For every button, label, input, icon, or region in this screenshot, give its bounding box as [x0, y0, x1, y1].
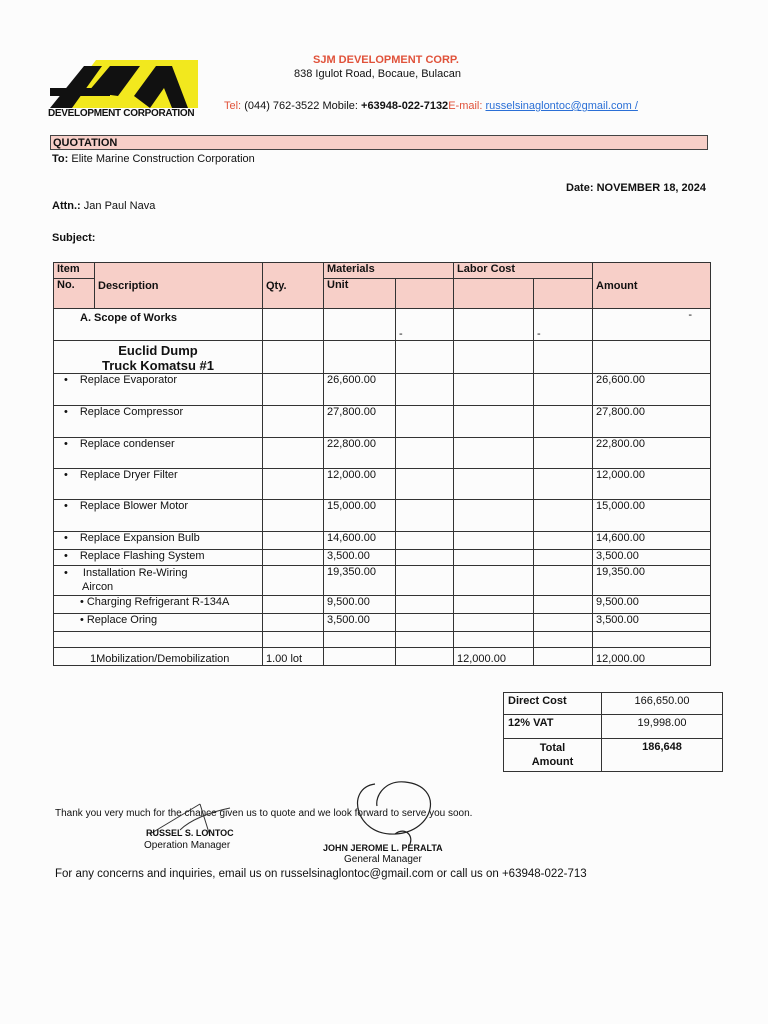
thank-you-note: Thank you very much for the chance given us to quote and we look forward to serve you soon.	[55, 808, 473, 819]
header-item: Item	[54, 263, 95, 279]
vat-label: 12% VAT	[504, 715, 602, 739]
company-name: SJM DEVELOPMENT CORP.	[313, 54, 459, 66]
quotation-table	[53, 262, 711, 666]
header-materials: Materials	[324, 263, 454, 279]
item-unit: 9,500.00	[324, 596, 396, 614]
table-row	[54, 469, 711, 500]
mobile-number: +63948-022-7132	[361, 100, 449, 112]
item-unit: 3,500.00	[324, 614, 396, 632]
scope-of-works: A. Scope of Works	[54, 309, 263, 341]
attention-line: Attn.: Jan Paul Nava	[52, 200, 156, 212]
mobilization-description: 1Mobilization/Demobilization	[54, 648, 263, 666]
item-unit: 27,800.00	[324, 406, 396, 438]
header-qty: Qty.	[263, 263, 324, 309]
total-amount-value: 186,648	[602, 739, 723, 772]
item-amount: 19,350.00	[593, 566, 711, 596]
item-description: • Replace condenser	[54, 438, 263, 469]
header-no: No.	[54, 279, 95, 309]
item-amount: 9,500.00	[593, 596, 711, 614]
item-amount: 3,500.00	[593, 614, 711, 632]
item-amount: 3,500.00	[593, 550, 711, 566]
contact-note: For any concerns and inquiries, email us on russelsinaglontoc@gmail.com or call us on +63948-022-713	[55, 868, 587, 880]
item-unit: 22,800.00	[324, 438, 396, 469]
signatory-operation-manager-title: Operation Manager	[144, 840, 231, 851]
table-row	[54, 566, 711, 596]
table-row	[54, 438, 711, 469]
item-description: • Replace Compressor	[54, 406, 263, 438]
item-amount: 22,800.00	[593, 438, 711, 469]
signatory-general-manager-title: General Manager	[344, 854, 422, 865]
contact-line	[224, 100, 638, 112]
header-unit: Unit	[324, 279, 396, 309]
header-amount: Amount	[593, 263, 711, 309]
table-row	[54, 632, 711, 648]
totals-table	[503, 692, 723, 772]
table-row	[54, 596, 711, 614]
table-row	[54, 550, 711, 566]
total-amount-label: Total Amount	[504, 739, 602, 772]
logo-caption: DEVELOPMENT CORPORATION	[48, 108, 195, 119]
item-description: • Installation Re-Wiring Aircon	[54, 566, 263, 596]
item-unit: 19,350.00	[324, 566, 396, 596]
signatory-general-manager-name: JOHN JEROME L. PERALTA	[323, 843, 443, 853]
item-amount: 27,800.00	[593, 406, 711, 438]
tel-number: (044) 762-3522	[244, 100, 320, 112]
item-description: • Replace Dryer Filter	[54, 469, 263, 500]
item-description: • Replace Blower Motor	[54, 500, 263, 532]
table-row: A. Scope of Works - - -	[54, 309, 711, 341]
direct-cost-value: 166,650.00	[602, 693, 723, 715]
date-line: Date: NOVEMBER 18, 2024	[566, 182, 707, 194]
item-description: • Replace Expansion Bulb	[54, 532, 263, 550]
mobile-label: Mobile:	[322, 100, 358, 112]
direct-cost-label: Direct Cost	[504, 693, 602, 715]
quotation-title: QUOTATION	[50, 135, 708, 150]
mobilization-amount: 12,000.00	[593, 648, 711, 666]
item-description: • Replace Flashing System	[54, 550, 263, 566]
email-label: E-mail:	[448, 100, 483, 112]
item-unit: 14,600.00	[324, 532, 396, 550]
recipient-line: To: Elite Marine Construction Corporation	[52, 153, 255, 165]
table-row	[54, 406, 711, 438]
mobilization-qty: 1.00 lot	[263, 648, 324, 666]
company-address: 838 Igulot Road, Bocaue, Bulacan	[294, 68, 461, 80]
table-row	[54, 341, 711, 374]
table-row	[54, 532, 711, 550]
table-row	[54, 500, 711, 532]
table-row	[54, 648, 711, 666]
item-amount: 26,600.00	[593, 374, 711, 406]
item-description: • Replace Oring	[54, 614, 263, 632]
item-unit: 3,500.00	[324, 550, 396, 566]
item-amount: 12,000.00	[593, 469, 711, 500]
group-heading: Euclid Dump Truck Komatsu #1	[54, 341, 263, 374]
table-header-row	[54, 263, 711, 279]
mobilization-labor: 12,000.00	[454, 648, 534, 666]
vat-value: 19,998.00	[602, 715, 723, 739]
email-link[interactable]: russelsinaglontoc@gmail.com /	[485, 100, 638, 112]
item-unit: 12,000.00	[324, 469, 396, 500]
item-unit: 15,000.00	[324, 500, 396, 532]
signatory-operation-manager-name: RUSSEL S. LONTOC	[146, 828, 234, 838]
subject-label: Subject:	[52, 232, 96, 244]
table-row	[54, 374, 711, 406]
tel-label: Tel:	[224, 100, 242, 112]
header-description: Description	[95, 263, 263, 309]
table-row	[54, 614, 711, 632]
item-description: • Replace Evaporator	[54, 374, 263, 406]
item-amount: 15,000.00	[593, 500, 711, 532]
item-unit: 26,600.00	[324, 374, 396, 406]
header-labor: Labor Cost	[454, 263, 593, 279]
item-amount: 14,600.00	[593, 532, 711, 550]
item-description: • Charging Refrigerant R-134A	[54, 596, 263, 614]
